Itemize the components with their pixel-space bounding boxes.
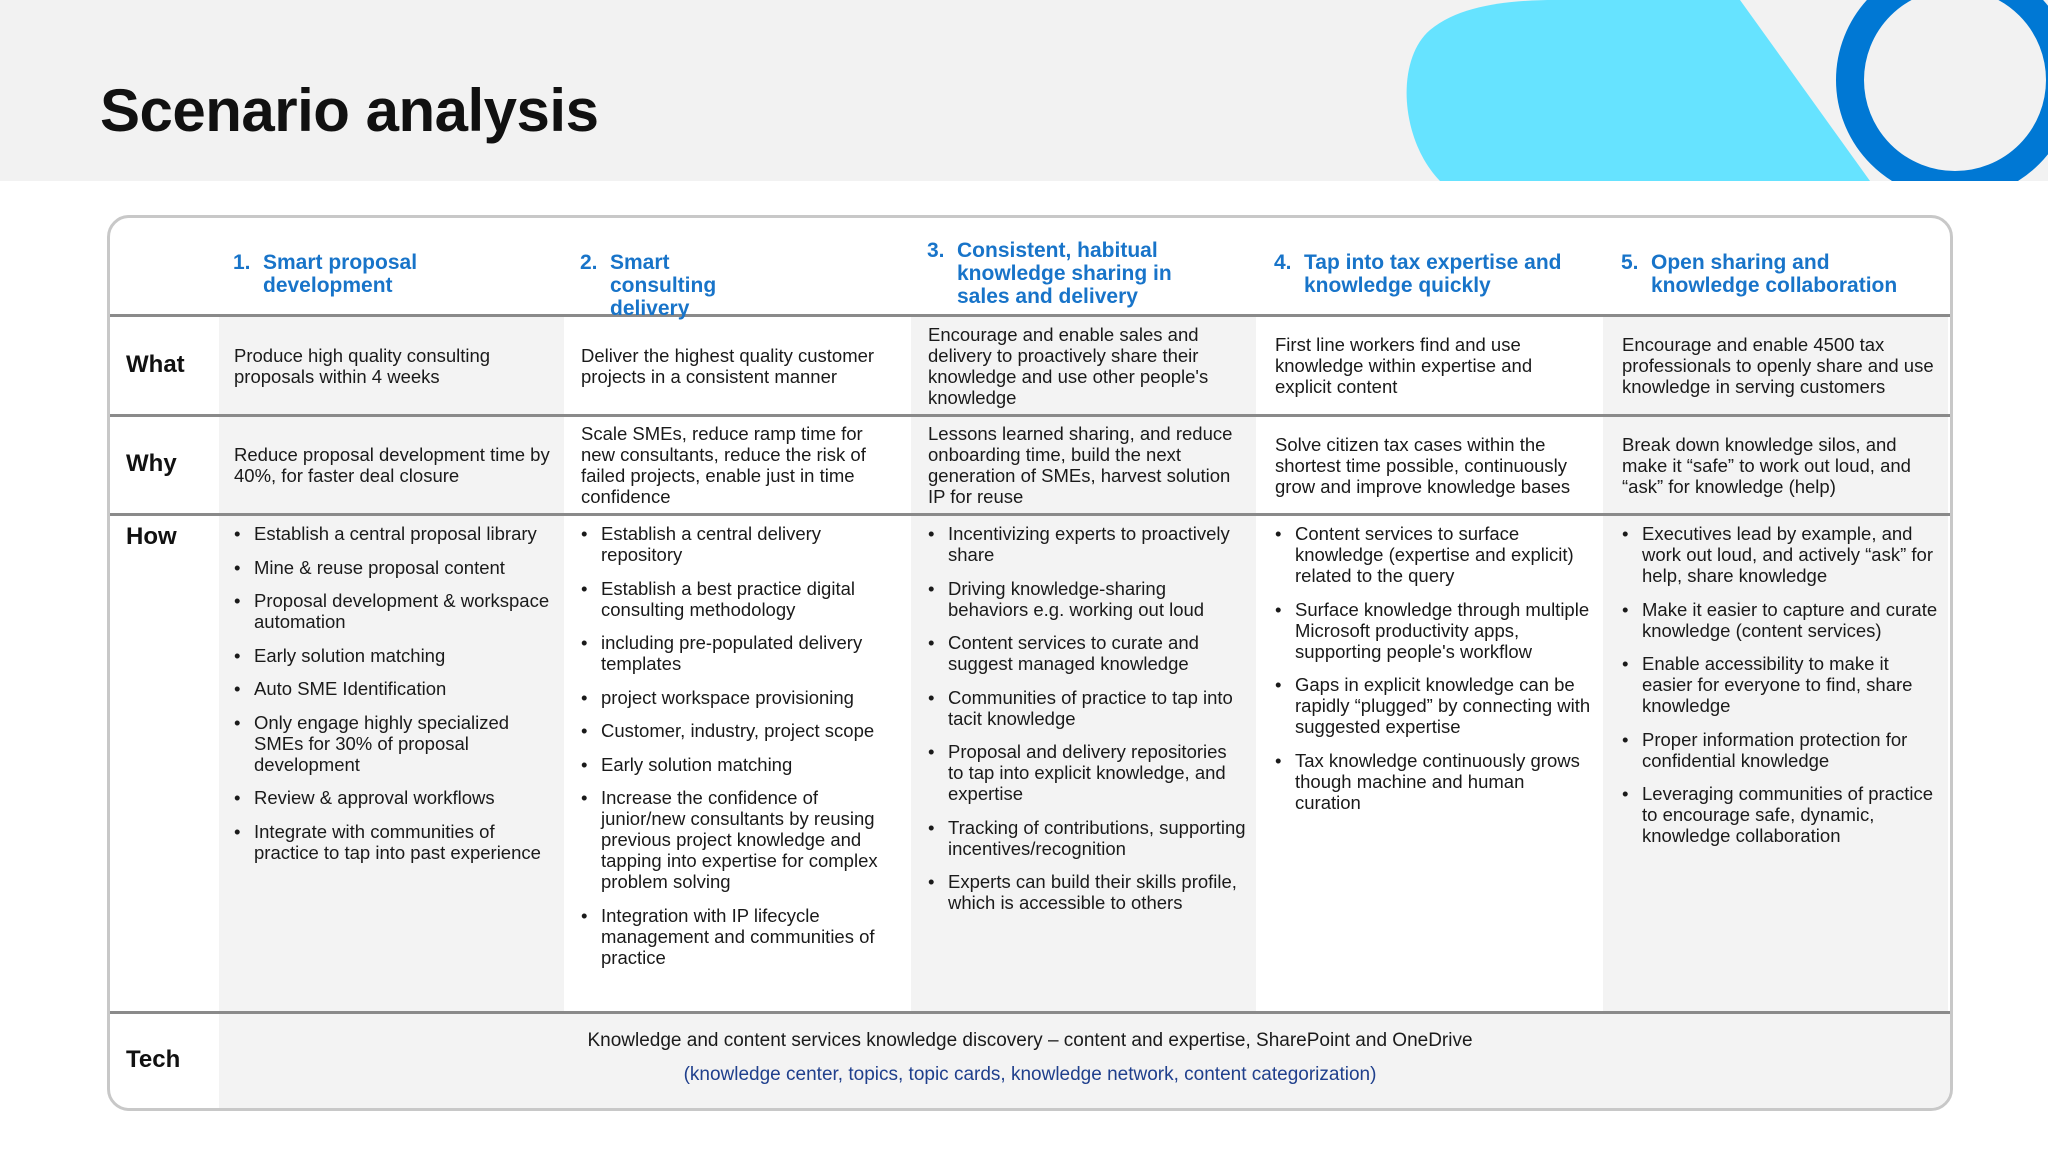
list-item: • Experts can build their skills profile, which is accessible to others bbox=[928, 871, 1246, 913]
what-cell-4 bbox=[1275, 317, 1593, 414]
what-text: First line workers find and use knowledge within expertise and explicit content bbox=[1275, 334, 1533, 397]
divider-why bbox=[110, 513, 1950, 516]
what-text: Encourage and enable sales and delivery to proactively share their knowledge and use other people's knowledge bbox=[928, 323, 1209, 408]
column-header-4 bbox=[1274, 251, 1584, 297]
list-item: • Proposal and delivery repositories to tap into explicit knowledge, and expertise bbox=[928, 741, 1246, 804]
deco-light-shape bbox=[1407, 0, 1870, 181]
list-item: • Early solution matching bbox=[234, 645, 552, 666]
why-cell-1 bbox=[234, 417, 552, 513]
how-list-4 bbox=[1275, 523, 1593, 825]
list-item: • Enable accessibility to make it easier for everyone to find, share knowledge bbox=[1622, 653, 1940, 716]
column-number: 4. bbox=[1274, 251, 1292, 274]
list-item: • Communities of practice to tap into tacit knowledge bbox=[928, 687, 1246, 729]
column-title: Smart consulting delivery bbox=[610, 251, 717, 320]
list-item: • Incentivizing experts to proactively share bbox=[928, 523, 1246, 565]
column-header-5 bbox=[1621, 251, 1941, 297]
what-cell-2 bbox=[581, 317, 899, 414]
list-item: • Driving knowledge-sharing behaviors e.g. working out loud bbox=[928, 578, 1246, 620]
list-item: • Tracking of contributions, supporting incentives/recognition bbox=[928, 817, 1246, 859]
tech-summary: Knowledge and content services knowledge discovery – content and expertise, SharePoint and OneDrive bbox=[587, 1030, 1473, 1051]
why-text: Lessons learned sharing, and reduce onboarding time, build the next generation of SMEs, harvest solution IP for reuse bbox=[928, 423, 1233, 507]
list-item: • Establish a central delivery repository bbox=[581, 523, 899, 565]
list-item: • Content services to curate and suggest managed knowledge bbox=[928, 632, 1246, 674]
column-number: 2. bbox=[580, 251, 598, 274]
column-header-1 bbox=[233, 251, 543, 297]
row-label-what: What bbox=[126, 351, 185, 378]
list-item: • Leveraging communities of practice to encourage safe, dynamic, knowledge collaboration bbox=[1622, 783, 1940, 846]
what-text: Encourage and enable 4500 tax professionals to openly share and use knowledge in serving customers bbox=[1622, 334, 1934, 397]
list-item: • Establish a central proposal library bbox=[234, 523, 552, 544]
list-item: • Proper information protection for confidential knowledge bbox=[1622, 729, 1940, 771]
how-list-1 bbox=[234, 523, 552, 875]
tech-details: (knowledge center, topics, topic cards, knowledge network, content categorization) bbox=[683, 1064, 1377, 1085]
how-list-3 bbox=[928, 523, 1246, 926]
why-cell-3 bbox=[928, 417, 1246, 513]
why-text: Break down knowledge silos, and make it “safe” to work out loud, and “ask” for knowledge (help) bbox=[1622, 433, 1911, 497]
what-cell-5 bbox=[1622, 317, 1940, 414]
scenario-table bbox=[107, 215, 1953, 1111]
list-item: • including pre-populated delivery templates bbox=[581, 632, 899, 674]
why-cell-2 bbox=[581, 417, 899, 513]
why-cell-5 bbox=[1622, 417, 1940, 513]
slide-title: Scenario analysis bbox=[100, 77, 599, 144]
column-number: 1. bbox=[233, 251, 251, 274]
list-item: • Establish a best practice digital consulting methodology bbox=[581, 578, 899, 620]
column-title: Consistent, habitual knowledge sharing in sales and delivery bbox=[957, 239, 1172, 308]
list-item: • project workspace provisioning bbox=[581, 687, 899, 708]
why-cell-4 bbox=[1275, 417, 1593, 513]
list-item: • Integration with IP lifecycle management and communities of practice bbox=[581, 905, 899, 968]
list-item: • Increase the confidence of junior/new consultants by reusing previous project knowledge and tapping into expertise for complex problem solving bbox=[581, 787, 899, 892]
why-text: Scale SMEs, reduce ramp time for new consultants, reduce the risk of failed projects, enable just in time confidence bbox=[581, 423, 866, 507]
how-list-2 bbox=[581, 523, 899, 980]
why-text: Solve citizen tax cases within the shortest time possible, continuously grow and improve knowledge bases bbox=[1275, 433, 1571, 497]
column-title: Smart proposal development bbox=[263, 251, 418, 297]
list-item: • Only engage highly specialized SMEs for 30% of proposal development bbox=[234, 712, 552, 775]
list-item: • Mine & reuse proposal content bbox=[234, 557, 552, 578]
what-cell-1 bbox=[234, 317, 552, 414]
divider-how bbox=[110, 1011, 1950, 1014]
column-number: 5. bbox=[1621, 251, 1639, 274]
shade-tech-row bbox=[219, 1012, 1950, 1108]
why-text: Reduce proposal development time by 40%, for faster deal closure bbox=[234, 444, 550, 486]
row-label-tech: Tech bbox=[126, 1046, 181, 1073]
list-item: • Customer, industry, project scope bbox=[581, 720, 899, 741]
list-item: • Early solution matching bbox=[581, 754, 899, 775]
column-title: Open sharing and knowledge collaboration bbox=[1651, 251, 1898, 297]
how-list-5 bbox=[1622, 523, 1940, 859]
list-item: • Content services to surface knowledge (expertise and explicit) related to the query bbox=[1275, 523, 1593, 586]
row-label-why: Why bbox=[126, 450, 177, 477]
list-item: • Executives lead by example, and work out loud, and actively “ask” for help, share knowledge bbox=[1622, 523, 1940, 586]
deco-ring bbox=[1850, 0, 2048, 181]
list-item: • Surface knowledge through multiple Microsoft productivity apps, supporting people's workflow bbox=[1275, 599, 1593, 662]
what-text: Deliver the highest quality customer projects in a consistent manner bbox=[581, 344, 875, 387]
list-item: • Proposal development & workspace automation bbox=[234, 590, 552, 632]
column-title: Tap into tax expertise and knowledge quickly bbox=[1304, 251, 1562, 297]
list-item: • Gaps in explicit knowledge can be rapidly “plugged” by connecting with suggested expertise bbox=[1275, 674, 1593, 737]
column-header-2 bbox=[580, 251, 890, 320]
column-number: 3. bbox=[927, 239, 945, 262]
list-item: • Review & approval workflows bbox=[234, 787, 552, 808]
list-item: • Integrate with communities of practice to tap into past experience bbox=[234, 821, 552, 863]
column-header-3 bbox=[927, 239, 1237, 308]
list-item: • Tax knowledge continuously grows though machine and human curation bbox=[1275, 750, 1593, 813]
list-item: • Make it easier to capture and curate knowledge (content services) bbox=[1622, 599, 1940, 641]
list-item: • Auto SME Identification bbox=[234, 678, 552, 699]
what-cell-3 bbox=[928, 317, 1246, 414]
row-label-how: How bbox=[126, 523, 177, 550]
what-text: Produce high quality consulting proposals within 4 weeks bbox=[234, 344, 491, 387]
